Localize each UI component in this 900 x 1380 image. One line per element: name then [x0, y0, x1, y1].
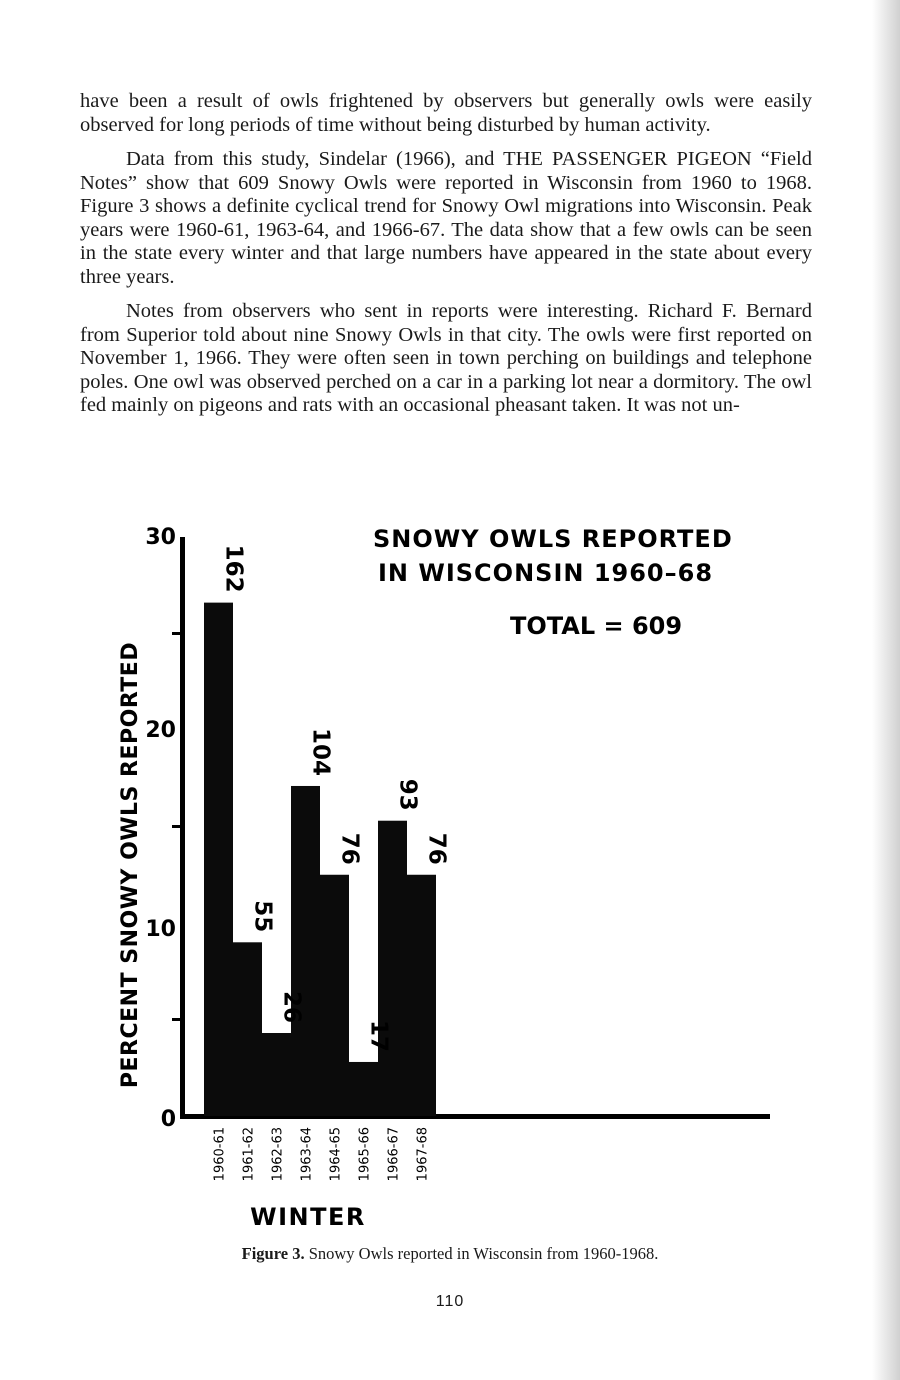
bar-value-label-1966-67: 93	[394, 778, 421, 811]
x-tick-label-1962-63: 1962-63	[270, 1127, 286, 1182]
body-text	[80, 90, 812, 429]
bar-1962-63	[262, 1033, 291, 1116]
x-tick-labels-group	[213, 1127, 431, 1181]
x-tick-label-1966-67: 1966-67	[386, 1127, 402, 1182]
y-tick-label-10: 10	[145, 917, 176, 942]
y-tick-label-30: 30	[145, 525, 176, 550]
bar-value-label-1961-62: 55	[249, 900, 276, 933]
snowy-owl-bar-chart	[0, 515, 900, 1240]
x-tick-label-1960-61: 1960-61	[212, 1127, 228, 1182]
chart-title-line2: IN WISCONSIN 1960–68	[378, 559, 714, 587]
paragraph-1: have been a result of owls frightened by observers but generally owls were easily observed for long periods of time without being disturbed by human activity.	[80, 90, 812, 136]
paragraph-2: Data from this study, Sindelar (1966), and THE PASSENGER PIGEON “Field Notes” show that 609 Snowy Owls were reported in Wisconsin from 1960 to 1968. Figure 3 shows a definite cyclical trend for Snowy Owl migrations into Wisconsin. Peak years were 1960-61, 1963-64, and 1966-67. The data show that a few owls can be seen in the state every winter and that large numbers have appeared in the state about every three years.	[80, 148, 812, 288]
bar-1963-64	[291, 786, 320, 1116]
x-tick-label-1965-66: 1965-66	[357, 1127, 373, 1182]
bar-value-label-1965-66: 17	[365, 1019, 392, 1052]
bar-value-label-1967-68: 76	[423, 832, 450, 865]
x-tick-label-1964-65: 1964-65	[328, 1127, 344, 1182]
x-tick-label-1963-64: 1963-64	[299, 1127, 315, 1182]
bar-value-label-1960-61: 162	[220, 544, 247, 593]
bar-value-label-1964-65: 76	[336, 832, 363, 865]
bar-1967-68	[407, 875, 436, 1116]
caption-figure-number: Figure 3.	[241, 1244, 305, 1263]
figure-caption	[0, 1244, 900, 1264]
chart-title-line1: SNOWY OWLS REPORTED	[373, 525, 733, 553]
chart-total: TOTAL = 609	[510, 612, 683, 640]
bar-value-label-1963-64: 104	[307, 727, 334, 776]
x-tick-label-1961-62: 1961-62	[241, 1127, 257, 1182]
bar-1964-65	[320, 875, 349, 1116]
x-axis-title: WINTER	[250, 1203, 366, 1231]
bar-1965-66	[349, 1062, 378, 1116]
caption-text: Snowy Owls reported in Wisconsin from 1960-1968.	[308, 1244, 659, 1263]
y-axis-title: PERCENT SNOWY OWLS REPORTED	[118, 641, 143, 1089]
bar-1960-61	[204, 603, 233, 1116]
y-axis-ticks	[145, 525, 182, 1132]
y-tick-label-0: 0	[160, 1107, 176, 1132]
bar-1961-62	[233, 942, 262, 1116]
y-tick-label-20: 20	[145, 718, 176, 743]
bar-value-label-1962-63: 26	[278, 990, 305, 1024]
x-tick-label-1967-68: 1967-68	[415, 1127, 431, 1182]
paragraph-3: Notes from observers who sent in reports were interesting. Richard F. Bernard from Superior told about nine Snowy Owls in that city. The owls were first reported on November 1, 1966. They were often seen in town perching on buildings and telephone poles. One owl was observed perched on a car in a parking lot near a dormitory. The owl fed mainly on pigeons and rats with an occasional pheasant taken. It was not un-	[80, 300, 812, 416]
bar-1966-67	[378, 821, 407, 1116]
bars-group	[204, 603, 436, 1116]
page-number: 110	[435, 1293, 465, 1310]
